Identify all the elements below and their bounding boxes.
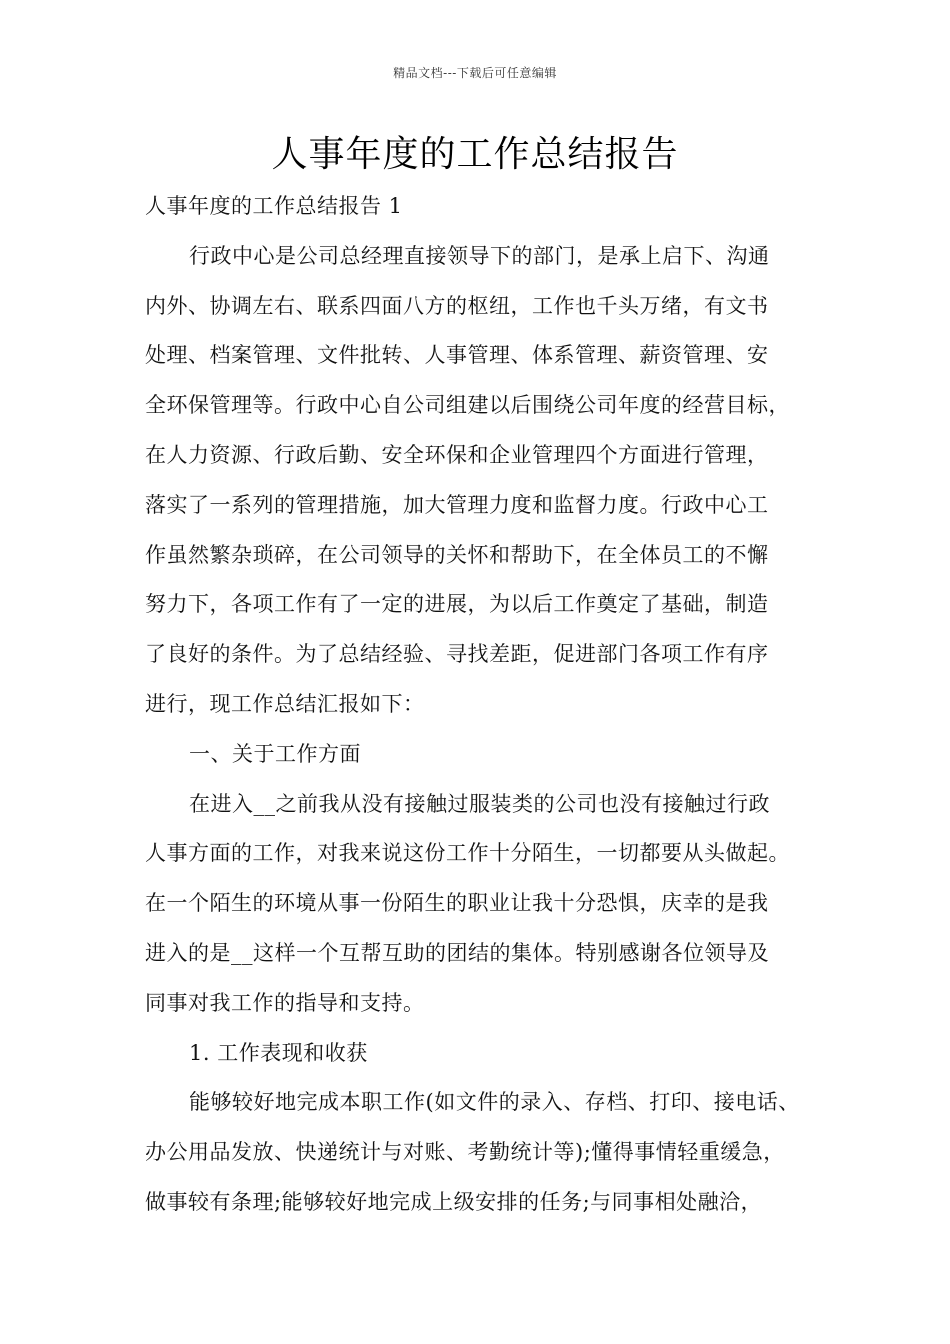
body-text-line: 了良好的条件。为了总结经验、寻找差距，促进部门各项工作有序 bbox=[145, 642, 769, 667]
body-text-line: 努力下，各项工作有了一定的进展，为以后工作奠定了基础，制造 bbox=[145, 592, 769, 617]
body-text-line: 处理、档案管理、文件批转、人事管理、体系管理、薪资管理、安 bbox=[145, 343, 769, 368]
document-title: 人事年度的工作总结报告 bbox=[271, 134, 679, 175]
section-heading: 人事年度的工作总结报告 1 bbox=[145, 194, 403, 218]
body-text-line: 1. 工作表现和收获 bbox=[189, 1040, 368, 1065]
header-note: 精品文档---下载后可任意编辑 bbox=[393, 66, 557, 80]
body-text-line: 能够较好地完成本职工作(如文件的录入、存档、打印、接电话、 bbox=[189, 1090, 800, 1115]
body-text-line: 内外、协调左右、联系四面八方的枢纽，工作也千头万绪，有文书 bbox=[145, 293, 769, 318]
body-text-line: 做事较有条理;能够较好地完成上级安排的任务;与同事相处融洽， bbox=[145, 1189, 763, 1214]
body-text-line: 进行，现工作总结汇报如下： bbox=[145, 691, 425, 716]
body-text-line: 人事方面的工作，对我来说这份工作十分陌生，一切都要从头做起。 bbox=[145, 841, 790, 866]
body-text-line: 作虽然繁杂琐碎，在公司领导的关怀和帮助下，在全体员工的不懈 bbox=[145, 542, 769, 567]
body-text-line: 在人力资源、行政后勤、安全环保和企业管理四个方面进行管理， bbox=[145, 442, 769, 467]
body-text-line: 在一个陌生的环境从事一份陌生的职业让我十分恐惧，庆幸的是我 bbox=[145, 891, 769, 916]
body-text-line: 全环保管理等。行政中心自公司组建以后围绕公司年度的经营目标， bbox=[145, 393, 790, 418]
body-text-line: 进入的是__这样一个互帮互助的团结的集体。特别感谢各位领导及 bbox=[145, 940, 769, 965]
body-text-line: 同事对我工作的指导和支持。 bbox=[145, 990, 425, 1015]
document-body bbox=[145, 182, 827, 1228]
body-text-line: 一、关于工作方面 bbox=[189, 741, 361, 766]
body-text-line: 行政中心是公司总经理直接领导下的部门，是承上启下、沟通 bbox=[189, 243, 770, 268]
body-text-line: 落实了一系列的管理措施，加大管理力度和监督力度。行政中心工 bbox=[145, 492, 769, 517]
body-text-line: 办公用品发放、快递统计与对账、考勤统计等);懂得事情轻重缓急， bbox=[145, 1140, 785, 1165]
body-text-line: 在进入__之前我从没有接触过服装类的公司也没有接触过行政 bbox=[189, 791, 770, 816]
